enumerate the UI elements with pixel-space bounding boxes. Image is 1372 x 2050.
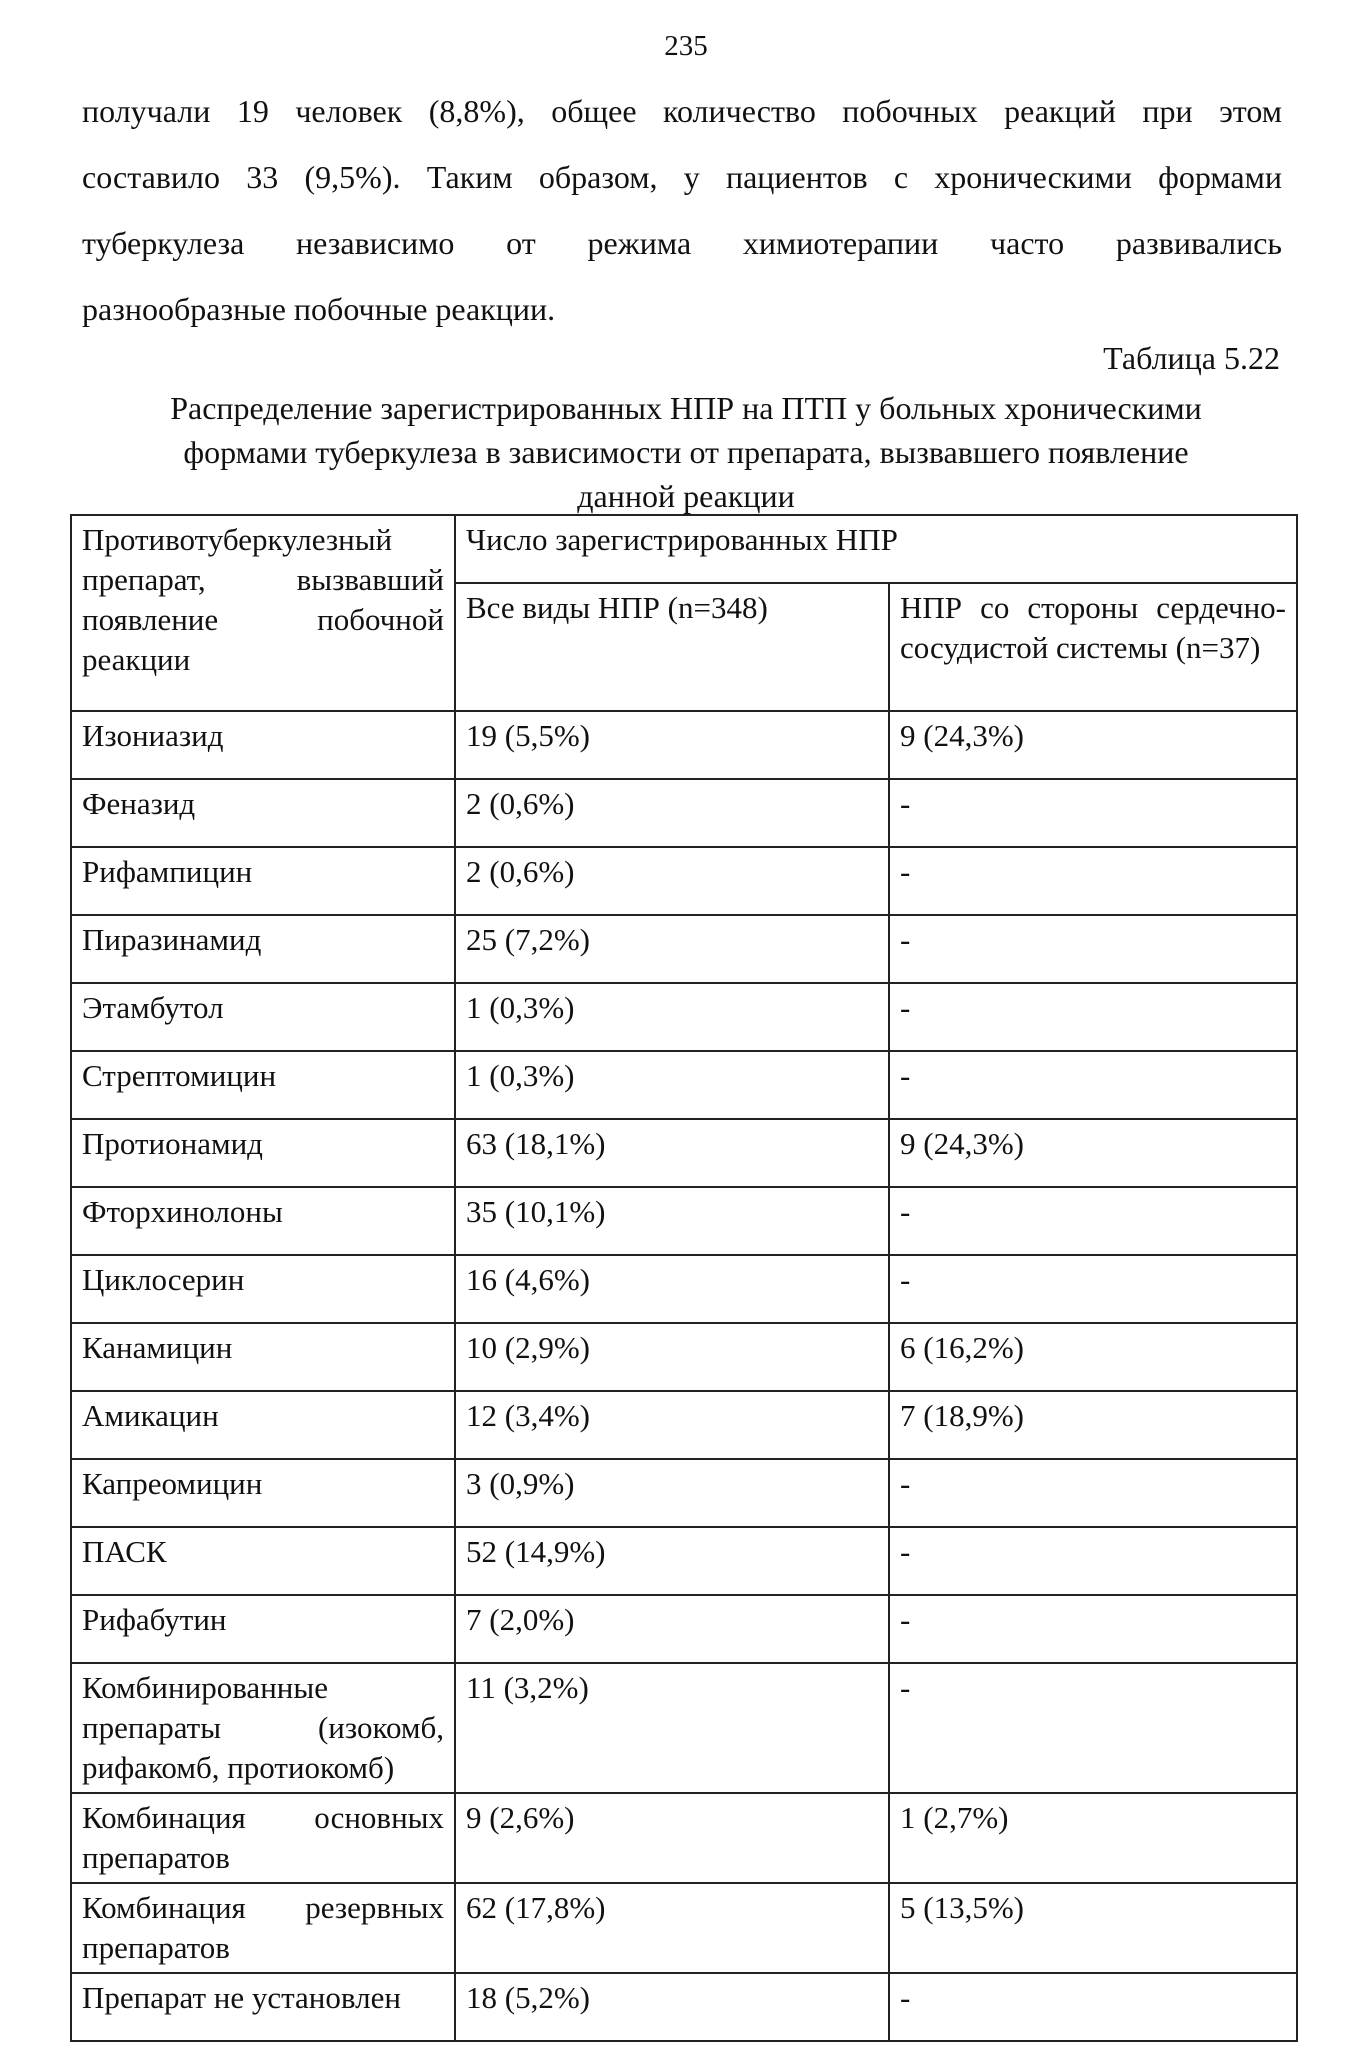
- caption-line: данной реакции: [577, 478, 795, 514]
- all-reactions-cell: 18 (5,2%): [455, 1973, 889, 2041]
- table-row: [71, 1051, 1297, 1119]
- adverse-reactions-table: [70, 514, 1298, 2042]
- all-reactions-cell: 2 (0,6%): [455, 847, 889, 915]
- all-reactions-cell: 9 (2,6%): [455, 1793, 889, 1883]
- cardiovascular-cell: -: [889, 779, 1297, 847]
- drug-cell: Циклосерин: [71, 1255, 455, 1323]
- header-cardiovascular: НПР со стороны сердечно-сосудистой системы (n=37): [889, 583, 1297, 711]
- cardiovascular-cell: -: [889, 1459, 1297, 1527]
- header-all-reactions: Все виды НПР (n=348): [455, 583, 889, 711]
- cardiovascular-cell: -: [889, 915, 1297, 983]
- all-reactions-cell: 3 (0,9%): [455, 1459, 889, 1527]
- header-drug: Противотуберкулезный препарат, вызвавший появление побочной реакции: [71, 515, 455, 711]
- table-row: [71, 1663, 1297, 1793]
- all-reactions-cell: 2 (0,6%): [455, 779, 889, 847]
- drug-cell: Канамицин: [71, 1323, 455, 1391]
- page-number: 235: [664, 30, 708, 62]
- table-row: [71, 1973, 1297, 2041]
- all-reactions-cell: 62 (17,8%): [455, 1883, 889, 1973]
- cardiovascular-cell: 6 (16,2%): [889, 1323, 1297, 1391]
- drug-cell: Комбинированные препараты (изокомб, рифакомб, протиокомб): [71, 1663, 455, 1793]
- header-group: Число зарегистрированных НПР: [455, 515, 1297, 583]
- table-row: [71, 983, 1297, 1051]
- all-reactions-cell: 16 (4,6%): [455, 1255, 889, 1323]
- table-body: [71, 711, 1297, 2041]
- drug-cell: Амикацин: [71, 1391, 455, 1459]
- drug-cell: Препарат не установлен: [71, 1973, 455, 2041]
- table-row: [71, 1883, 1297, 1973]
- cardiovascular-cell: 7 (18,9%): [889, 1391, 1297, 1459]
- cardiovascular-cell: -: [889, 1051, 1297, 1119]
- drug-cell: Фторхинолоны: [71, 1187, 455, 1255]
- table-row: [71, 1595, 1297, 1663]
- table-row: [71, 1119, 1297, 1187]
- cardiovascular-cell: -: [889, 1973, 1297, 2041]
- cardiovascular-cell: 9 (24,3%): [889, 711, 1297, 779]
- table-row: [71, 915, 1297, 983]
- table-row: [71, 1255, 1297, 1323]
- body-paragraph: [82, 78, 1282, 342]
- cardiovascular-cell: -: [889, 983, 1297, 1051]
- cardiovascular-cell: 9 (24,3%): [889, 1119, 1297, 1187]
- drug-cell: ПАСК: [71, 1527, 455, 1595]
- cardiovascular-cell: -: [889, 847, 1297, 915]
- paragraph-line: туберкулеза независимо от режима химиотерапии часто развивались: [82, 225, 1282, 261]
- table-header-row: [71, 515, 1297, 583]
- all-reactions-cell: 63 (18,1%): [455, 1119, 889, 1187]
- cardiovascular-cell: -: [889, 1595, 1297, 1663]
- caption-line: формами туберкулеза в зависимости от препарата, вызвавшего появление: [183, 434, 1189, 470]
- all-reactions-cell: 19 (5,5%): [455, 711, 889, 779]
- drug-cell: Протионамид: [71, 1119, 455, 1187]
- drug-cell: Изониазид: [71, 711, 455, 779]
- cardiovascular-cell: 1 (2,7%): [889, 1793, 1297, 1883]
- drug-cell: Этамбутол: [71, 983, 455, 1051]
- table-row: [71, 779, 1297, 847]
- cardiovascular-cell: -: [889, 1187, 1297, 1255]
- all-reactions-cell: 35 (10,1%): [455, 1187, 889, 1255]
- caption-line: Распределение зарегистрированных НПР на ПТП у больных хроническими: [170, 390, 1202, 426]
- drug-cell: Пиразинамид: [71, 915, 455, 983]
- cardiovascular-cell: -: [889, 1255, 1297, 1323]
- all-reactions-cell: 1 (0,3%): [455, 983, 889, 1051]
- cardiovascular-cell: 5 (13,5%): [889, 1883, 1297, 1973]
- drug-cell: Стрептомицин: [71, 1051, 455, 1119]
- drug-cell: Рифабутин: [71, 1595, 455, 1663]
- table-caption: [70, 386, 1302, 518]
- table-row: [71, 1459, 1297, 1527]
- paragraph-line: составило 33 (9,5%). Таким образом, у пациентов с хроническими формами: [82, 159, 1282, 195]
- all-reactions-cell: 10 (2,9%): [455, 1323, 889, 1391]
- drug-cell: Рифампицин: [71, 847, 455, 915]
- table-row: [71, 847, 1297, 915]
- all-reactions-cell: 7 (2,0%): [455, 1595, 889, 1663]
- table-row: [71, 1527, 1297, 1595]
- paragraph-line: получали 19 человек (8,8%), общее количество побочных реакций при этом: [82, 93, 1282, 129]
- all-reactions-cell: 12 (3,4%): [455, 1391, 889, 1459]
- table-row: [71, 1187, 1297, 1255]
- table-row: [71, 1793, 1297, 1883]
- all-reactions-cell: 25 (7,2%): [455, 915, 889, 983]
- all-reactions-cell: 1 (0,3%): [455, 1051, 889, 1119]
- paragraph-line: разнообразные побочные реакции.: [82, 291, 556, 327]
- drug-cell: Комбинация резервных препаратов: [71, 1883, 455, 1973]
- table-number: Таблица 5.22: [1103, 340, 1280, 376]
- drug-cell: Феназид: [71, 779, 455, 847]
- table-row: [71, 1391, 1297, 1459]
- all-reactions-cell: 52 (14,9%): [455, 1527, 889, 1595]
- all-reactions-cell: 11 (3,2%): [455, 1663, 889, 1793]
- cardiovascular-cell: -: [889, 1663, 1297, 1793]
- drug-cell: Комбинация основных препаратов: [71, 1793, 455, 1883]
- table-row: [71, 711, 1297, 779]
- cardiovascular-cell: -: [889, 1527, 1297, 1595]
- table-row: [71, 1323, 1297, 1391]
- drug-cell: Капреомицин: [71, 1459, 455, 1527]
